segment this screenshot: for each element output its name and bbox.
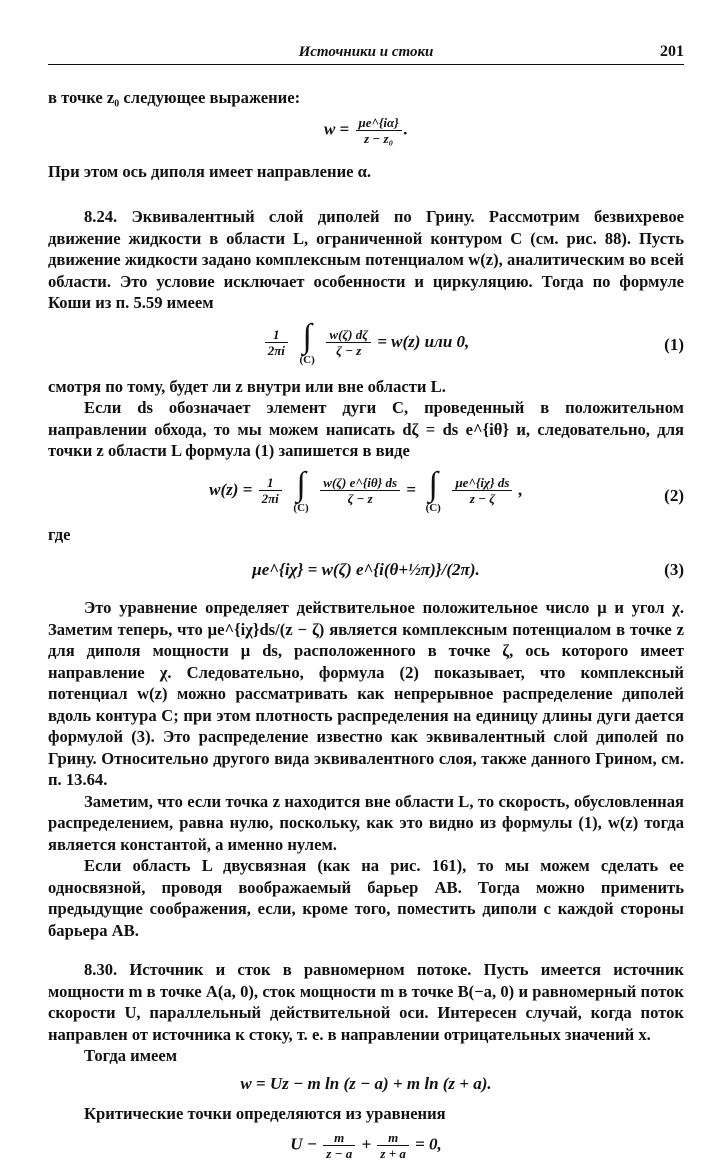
equation-1: $\frac{1}{2\pi i}$ ∫ (C) $\frac{w(\zeta) d\zeta}{\zeta - z}$ = w(z) или 0, (1) <box>48 320 684 370</box>
header-title: Источники и стоки <box>298 44 434 60</box>
running-header <box>48 40 684 65</box>
integral-sign: ∫ (C) <box>293 465 309 514</box>
page-number: 201 <box>660 43 684 60</box>
section-text: Рассмотрим безвихревое движение жидкости в области L, ограниченной контуром C (см. рис. 88). Пусть движение жидкости задано комплексным потенциалом w(z), аналитическим во всей области. Это условие исключает особенности и циркуляцию. Тогда по формуле Коши из п. 5.59 имеем <box>48 207 684 312</box>
equation-label: (2) <box>664 485 684 505</box>
paragraph: При этом ось диполя имеет направление α. <box>48 161 372 181</box>
paragraph: Если ds обозначает элемент дуги C, проведенный в положительном направлении обхода, то мы можем написать dζ = ds e^{iθ} и, следовательно, для точки z области L формула (1) запишется в виде <box>48 398 684 460</box>
paragraph: Заметим, что если точка z находится вне области L, то скорость, обусловленная распределением, равна нулю, поскольку, как это видно из формулы (1), w(z) тогда является константой, а именно нулем. <box>48 791 684 854</box>
book-page <box>48 40 684 1170</box>
paragraph: Критические точки определяются из уравнения <box>84 1103 446 1123</box>
integral-sign: ∫ (C) <box>299 317 315 366</box>
section-8-24 <box>48 206 684 314</box>
equation-2: w(z) = $\frac{1}{2\pi i}$ ∫ (C) $\frac{w(\zeta) e\^{}\{i\theta\} ds}{\zeta - z}$ = ∫ (C) $\frac{\mu e\^{}\{i\chi\} ds}{z - \zeta}$ , (2) <box>209 465 684 514</box>
paragraph: смотря по тому, будет ли z внутри или вне области L. <box>48 376 446 396</box>
paragraph: Тогда имеем <box>84 1046 178 1065</box>
paragraph: Это уравнение определяет действительное положительное число μ и угол χ. Заметим теперь, что μe^{iχ}ds/(z − ζ) является комплексным потенциалом в точке z для диполя мощности μ ds, расположенного в точке ζ, ось которого имеет направление χ. Следовательно, формула (2) показывает, что комплексный потенциал w(z) можно рассматривать как непрерывное распределение диполей вдоль контура C; при этом плотность распределения на единицу длины дуги дается формулой (3). Это распределение известно как эквивалентный слой диполей по Грину. Относительно другого вида эквивалентного слоя, также данного Грином, см. п. 13.64. <box>48 598 684 789</box>
equation-3: μe^{iχ} = w(ζ) e^{i(θ+½π)}/(2π). (3) <box>48 553 684 587</box>
paragraph: где <box>48 524 71 544</box>
paragraph: в точке z₀ следующее выражение: <box>48 88 301 107</box>
fraction: $\frac{\mu e\^{}\{i\alpha\}}{\text{z − z₀}}$ <box>356 115 402 146</box>
equation-w: w = $\frac{\mu e\^{}\{i\alpha\}}{\text{z − z₀}}$ . <box>323 114 409 146</box>
section-heading: 8.24. Эквивалентный слой диполей по Грину. <box>84 207 475 226</box>
section-heading: 8.30. Источник и сток в равномерном потоке. <box>84 960 472 979</box>
integral-sign: ∫ (C) <box>425 465 441 514</box>
equation-4: w = Uz − m ln (z − a) + m ln (z + a). <box>240 1073 492 1093</box>
equation-label: (1) <box>664 334 684 354</box>
section-8-30 <box>48 959 684 1045</box>
paragraph: Если область L двусвязная (как на рис. 161), то мы можем сделать ее односвязной, проводя воображаемый барьер AB. Тогда можно применить предыдущие соображения, если, кроме того, поместить диполи с каждой стороны барьера AB. <box>48 856 684 940</box>
section-text: Пусть имеется источник мощности m в точке A(a, 0), сток мощности m в точке B(−a, 0) и равномерный поток скорости U, параллельный действительной оси. Интересен случай, когда поток направлен от источника к стоку, т. е. в направлении отрицательных значений x. <box>48 960 684 1044</box>
equation-5: U − $\frac{m}{z - a}$ + $\frac{m}{z + a}$ = 0, <box>290 1130 442 1161</box>
equation-label: (3) <box>664 560 684 579</box>
